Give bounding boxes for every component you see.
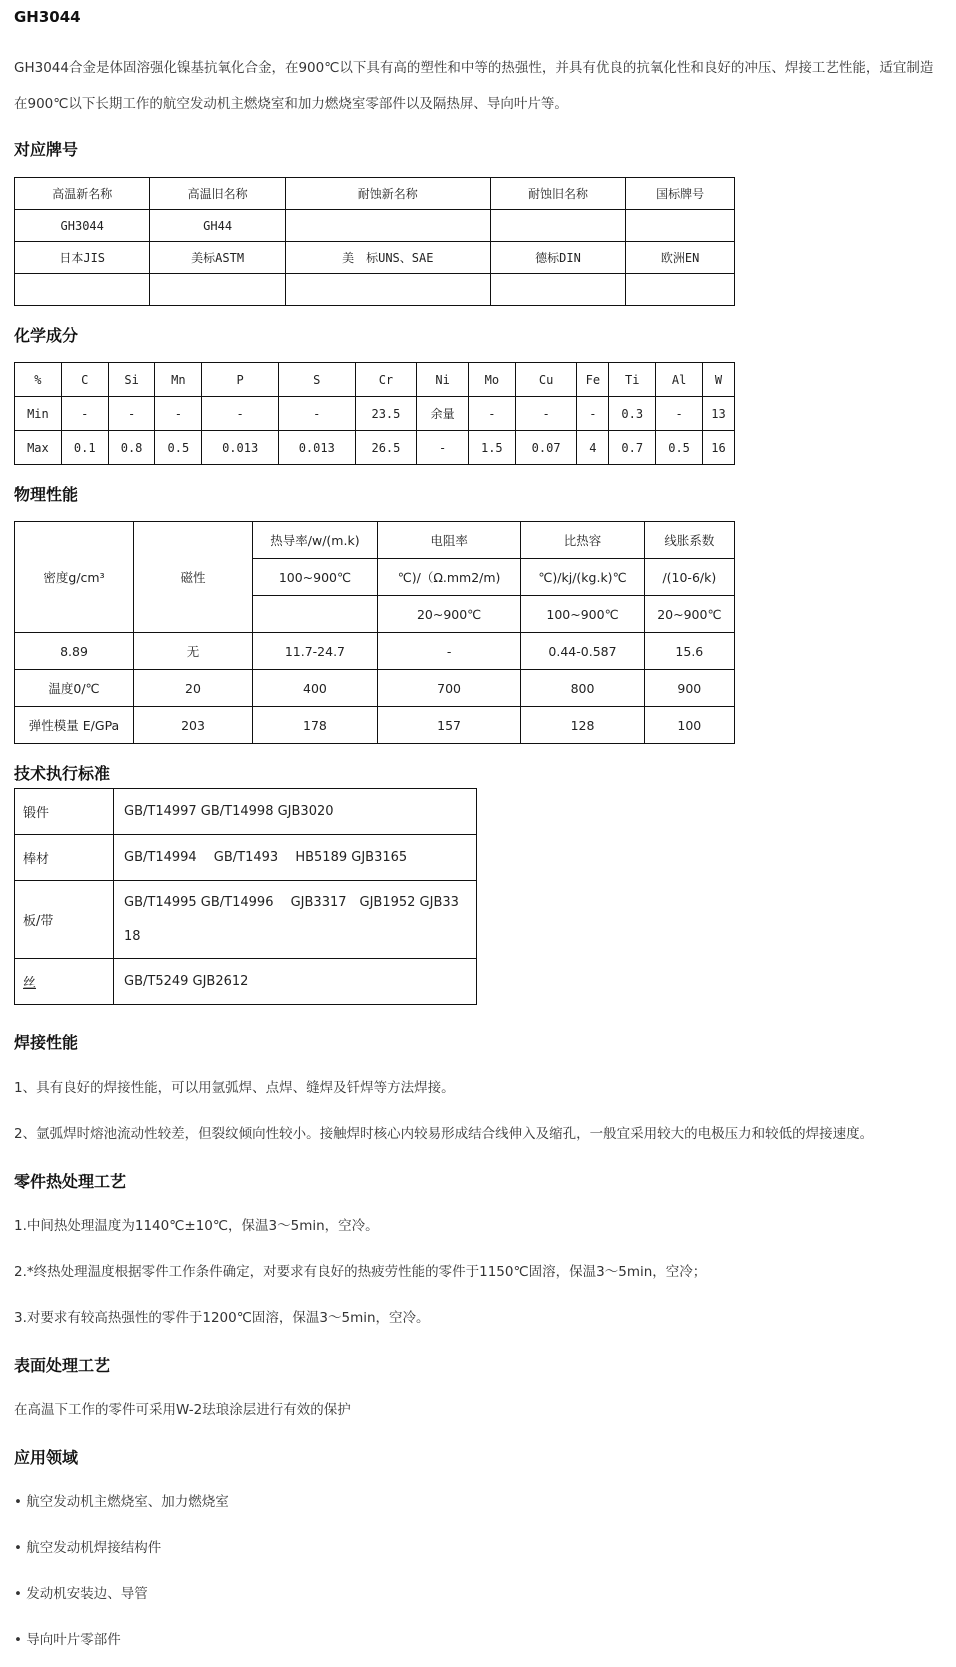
- table-cell: ℃)/kj/(kg.k)℃: [521, 559, 644, 596]
- table-cell: 100~900℃: [521, 596, 644, 633]
- table-cell: ℃)/（Ω.mm2/m): [377, 559, 520, 596]
- table-cell: 16: [703, 431, 735, 465]
- table-cell: 耐蚀新名称: [285, 178, 490, 210]
- table-cell: %: [15, 363, 62, 397]
- table-cell: /(10-6/k): [644, 559, 734, 596]
- table-cell: 1.5: [468, 431, 515, 465]
- weld-item: 1、具有良好的焊接性能，可以用氩弧焊、点焊、缝焊及钎焊等方法焊接。: [14, 1080, 455, 1096]
- section-heading-surface: 表面处理工艺: [14, 1356, 111, 1375]
- table-cell: 0.8: [108, 431, 155, 465]
- table-cell: C: [61, 363, 108, 397]
- table-cell: [15, 274, 150, 306]
- table-cell: 0.1: [61, 431, 108, 465]
- chem-max-row: [15, 431, 735, 465]
- standards-table: [14, 788, 477, 1005]
- table-cell: 日本JIS: [15, 242, 150, 274]
- table-cell: 100: [644, 707, 734, 744]
- table-cell: -: [468, 397, 515, 431]
- table-cell: 0.013: [202, 431, 279, 465]
- table-cell: 耐蚀旧名称: [490, 178, 625, 210]
- table-cell: [626, 210, 735, 242]
- table-cell: 比热容: [521, 522, 644, 559]
- page-title: GH3044: [14, 8, 81, 26]
- phys-table: [14, 521, 735, 744]
- chem-table: [14, 362, 735, 465]
- table-cell: 丝: [15, 959, 114, 1005]
- app-item: • 导向叶片零部件: [14, 1632, 121, 1648]
- section-heading-weld: 焊接性能: [14, 1033, 79, 1052]
- weld-item: 2、氩弧焊时熔池流动性较差，但裂纹倾向性较小。接触焊时核心内较易形成结合线伸入及缩孔，一般宜采用较大的电极压力和较低的焊接速度。: [14, 1126, 874, 1142]
- heat-item: 1.中间热处理温度为1140℃±10℃，保温3～5min，空冷。: [14, 1218, 379, 1234]
- table-cell: Max: [15, 431, 62, 465]
- table-cell: P: [202, 363, 279, 397]
- chem-min-row: [15, 397, 735, 431]
- table-cell: 电阻率: [377, 522, 520, 559]
- table-cell: 400: [253, 670, 378, 707]
- table-cell: 热导率/w/(m.k): [253, 522, 378, 559]
- table-cell: [490, 210, 625, 242]
- table-cell: 157: [377, 707, 520, 744]
- table-cell: S: [278, 363, 355, 397]
- section-heading-heat: 零件热处理工艺: [14, 1172, 127, 1191]
- grades-table: [14, 177, 735, 306]
- table-cell: [285, 210, 490, 242]
- table-cell: 高温新名称: [15, 178, 150, 210]
- table-cell: -: [417, 431, 469, 465]
- table-cell: Al: [656, 363, 703, 397]
- table-cell: 锻件: [15, 789, 114, 835]
- section-heading-app: 应用领域: [14, 1448, 79, 1467]
- table-cell: 128: [521, 707, 644, 744]
- table-cell: 0.07: [515, 431, 577, 465]
- table-cell: W: [703, 363, 735, 397]
- table-cell: 高温旧名称: [150, 178, 285, 210]
- app-item: • 发动机安装边、导管: [14, 1586, 148, 1602]
- table-cell: 700: [377, 670, 520, 707]
- table-cell: 800: [521, 670, 644, 707]
- table-cell: -: [278, 397, 355, 431]
- table-cell: 0.7: [609, 431, 656, 465]
- table-cell: Cu: [515, 363, 577, 397]
- table-cell: 0.5: [155, 431, 202, 465]
- table-cell: Mn: [155, 363, 202, 397]
- table-cell: 100~900℃: [253, 559, 378, 596]
- table-cell: 15.6: [644, 633, 734, 670]
- table-cell: 20~900℃: [377, 596, 520, 633]
- table-cell: 美标ASTM: [150, 242, 285, 274]
- table-cell: Fe: [577, 363, 609, 397]
- table-cell: Cr: [355, 363, 417, 397]
- table-cell: [285, 274, 490, 306]
- table-cell: 11.7-24.7: [253, 633, 378, 670]
- heat-item: 2.*终热处理温度根据零件工作条件确定，对要求有良好的热疲劳性能的零件于1150℃固溶，保温3～5min，空冷；: [14, 1264, 707, 1280]
- table-cell: 23.5: [355, 397, 417, 431]
- table-cell: GB/T5249 GJB2612: [114, 959, 477, 1005]
- table-cell: -: [108, 397, 155, 431]
- table-cell: 900: [644, 670, 734, 707]
- table-cell: 余量: [417, 397, 469, 431]
- section-heading-chem: 化学成分: [14, 326, 79, 345]
- table-cell: 温度0/℃: [15, 670, 134, 707]
- table-cell: -: [377, 633, 520, 670]
- table-cell: Si: [108, 363, 155, 397]
- table-cell: -: [656, 397, 703, 431]
- table-cell: Mo: [468, 363, 515, 397]
- table-cell: 棒材: [15, 835, 114, 881]
- table-cell: 13: [703, 397, 735, 431]
- table-cell: 0.013: [278, 431, 355, 465]
- table-cell: 0.44-0.587: [521, 633, 644, 670]
- table-cell: GH44: [150, 210, 285, 242]
- table-cell: GB/T14997 GB/T14998 GJB3020: [114, 789, 477, 835]
- table-cell: [253, 596, 378, 633]
- table-cell: GB/T14994 GB/T1493 HB5189 GJB3165: [114, 835, 477, 881]
- table-cell: 8.89: [15, 633, 134, 670]
- chem-header-row: [15, 363, 735, 397]
- table-cell: Ti: [609, 363, 656, 397]
- section-heading-std: 技术执行标准: [14, 764, 111, 783]
- table-cell: Ni: [417, 363, 469, 397]
- table-cell: 美 标UNS、SAE: [285, 242, 490, 274]
- table-cell: -: [202, 397, 279, 431]
- heat-item: 3.对要求有较高热强性的零件于1200℃固溶，保温3～5min，空冷。: [14, 1310, 430, 1326]
- table-cell: [626, 274, 735, 306]
- table-cell: Min: [15, 397, 62, 431]
- table-cell: -: [515, 397, 577, 431]
- table-cell: -: [61, 397, 108, 431]
- table-cell: [150, 274, 285, 306]
- table-cell: 密度g/cm³: [15, 522, 134, 633]
- table-cell: 0.5: [656, 431, 703, 465]
- table-cell: 20~900℃: [644, 596, 734, 633]
- table-cell: 20: [134, 670, 253, 707]
- table-cell: GB/T14995 GB/T14996 GJB3317 GJB1952 GJB3318: [114, 881, 477, 959]
- table-cell: -: [577, 397, 609, 431]
- app-item: • 航空发动机主燃烧室、加力燃烧室: [14, 1494, 229, 1510]
- section-heading-phys: 物理性能: [14, 485, 79, 504]
- table-cell: 26.5: [355, 431, 417, 465]
- table-cell: 板/带: [15, 881, 114, 959]
- table-cell: 弹性模量 E/GPa: [15, 707, 134, 744]
- surface-text: 在高温下工作的零件可采用W-2珐琅涂层进行有效的保护: [14, 1402, 351, 1418]
- table-cell: GH3044: [15, 210, 150, 242]
- table-cell: [490, 274, 625, 306]
- table-cell: 德标DIN: [490, 242, 625, 274]
- table-cell: 磁性: [134, 522, 253, 633]
- table-cell: 203: [134, 707, 253, 744]
- table-cell: 无: [134, 633, 253, 670]
- table-cell: 国标牌号: [626, 178, 735, 210]
- table-cell: 178: [253, 707, 378, 744]
- table-cell: 线胀系数: [644, 522, 734, 559]
- table-cell: -: [155, 397, 202, 431]
- table-cell: 欧洲EN: [626, 242, 735, 274]
- section-heading-grades: 对应牌号: [14, 140, 79, 159]
- app-item: • 航空发动机焊接结构件: [14, 1540, 162, 1556]
- table-cell: 4: [577, 431, 609, 465]
- intro-paragraph: GH3044合金是体固溶强化镍基抗氧化合金，在900℃以下具有高的塑性和中等的热强性，并具有优良的抗氧化性和良好的冲压、焊接工艺性能，适宜制造在900℃以下长期工作的航空发动机主燃烧室和加力燃烧室零部件以及隔热屏、导向叶片等。: [14, 60, 934, 112]
- table-cell: 0.3: [609, 397, 656, 431]
